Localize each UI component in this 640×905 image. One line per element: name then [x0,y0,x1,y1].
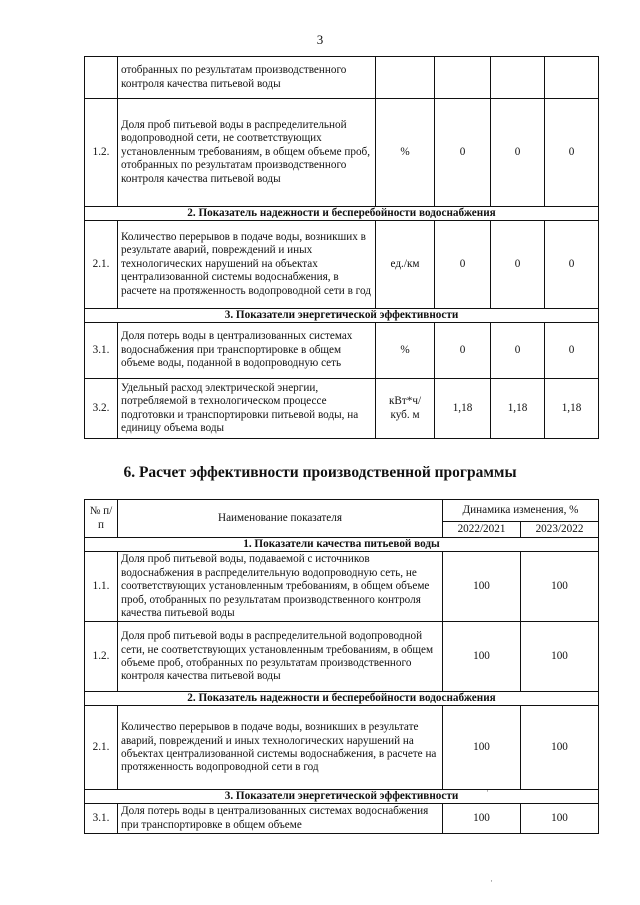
indicator-name: Количество перерывов в подаче воды, возникших в результате аварий, повреждений и иных технологических нарушений на объектах централизованной системы водоснабжения, в расчете на протяженность водопроводной сети в год [118,706,443,790]
indicator-name: Доля потерь воды в централизованных системах водоснабжения при транспортировке в общем объеме воды, поданной в водопроводную сеть [118,323,376,379]
value-2: 1,18 [491,379,545,439]
row-number: 3.2. [85,379,118,439]
row-number: 2.1. [85,706,118,790]
indicator-name: Удельный расход электрической энергии, потребляемой в технологическом процессе подготовки и транспортировки питьевой воды, на единицу объема воды [118,379,376,439]
table-row [85,379,599,439]
section-row [85,207,599,221]
indicator-name: Количество перерывов в подаче воды, возникших в результате аварий, повреждений и иных технологических нарушений на объектах централизованной системы водоснабжения, в расчете на протяженность водопроводной сети в год [118,221,376,309]
section-title: 1. Показатели качества питьевой воды [85,538,599,552]
table-row [85,552,599,622]
value-1: 0 [435,221,491,309]
value-2 [491,57,545,99]
header-num: № п/п [85,500,118,538]
value-1: 0 [435,323,491,379]
value-2022-2021: 100 [443,706,521,790]
unit: % [376,323,435,379]
value-1: 1,18 [435,379,491,439]
section-title: 2. Показатель надежности и бесперебойности водоснабжения [85,207,599,221]
section-row [85,790,599,804]
page-number: 3 [316,32,324,47]
row-number [85,57,118,99]
header-dynamics: Динамика изменения, % [443,500,599,522]
table-row [85,706,599,790]
unit: % [376,99,435,207]
table-row [85,323,599,379]
table-row [85,57,599,99]
indicator-name: Доля проб питьевой воды в распределительной водопроводной сети, не соответствующих установленным требованиям, в общем объеме проб, отобранных по результатам производственного контроля качества питьевой воды [118,99,376,207]
value-3 [545,57,599,99]
value-2022-2021: 100 [443,804,521,834]
value-3: 0 [545,221,599,309]
section-title: 3. Показатели энергетической эффективности [85,790,599,804]
unit [376,57,435,99]
section-6-heading: 6. Расчет эффективности производственной программы [123,464,517,481]
unit: кВт*ч/ куб. м [376,379,435,439]
unit: ед./км [376,221,435,309]
value-2: 0 [491,221,545,309]
value-2023-2022: 100 [521,706,599,790]
header-name: Наименование показателя [118,500,443,538]
value-2023-2022: 100 [521,552,599,622]
value-2022-2021: 100 [443,552,521,622]
value-2023-2022: 100 [521,622,599,692]
row-number: 3.1. [85,804,118,834]
value-1: 0 [435,99,491,207]
row-number: 3.1. [85,323,118,379]
table-row [85,221,599,309]
value-2022-2021: 100 [443,622,521,692]
table-row [85,804,599,834]
section-row [85,692,599,706]
row-number: 2.1. [85,221,118,309]
indicator-name: Доля проб питьевой воды в распределительной водопроводной сети, не соответствующих установленным требованиям, в общем объеме проб, отобранных по результатам производственного контроля качества питьевой воды [118,622,443,692]
value-3: 0 [545,323,599,379]
value-2023-2022: 100 [521,804,599,834]
indicator-name: Доля проб питьевой воды, подаваемой с источников водоснабжения в распределительную водопроводную сеть, не соответствующих установленным требованиям, в общем объеме проб, отобранных по результатам производственного контроля качества питьевой воды [118,552,443,622]
value-2: 0 [491,323,545,379]
value-3: 0 [545,99,599,207]
header-col-2022-2021: 2022/2021 [443,522,521,538]
row-number: 1.2. [85,622,118,692]
scan-speck: · [486,786,489,796]
section-row [85,538,599,552]
value-2: 0 [491,99,545,207]
row-number: 1.2. [85,99,118,207]
value-1 [435,57,491,99]
scan-speck: · [490,876,493,886]
section-title: 2. Показатель надежности и бесперебойности водоснабжения [85,692,599,706]
section-title: 3. Показатели энергетической эффективности [85,309,599,323]
indicator-name: отобранных по результатам производственного контроля качества питьевой воды [118,57,376,99]
row-number: 1.1. [85,552,118,622]
header-col-2023-2022: 2023/2022 [521,522,599,538]
value-3: 1,18 [545,379,599,439]
indicators-table [84,56,599,439]
indicator-name: Доля потерь воды в централизованных системах водоснабжения при транспортировке в общем объеме [118,804,443,834]
efficiency-table [84,499,599,834]
table-row [85,99,599,207]
table-row [85,622,599,692]
section-row [85,309,599,323]
